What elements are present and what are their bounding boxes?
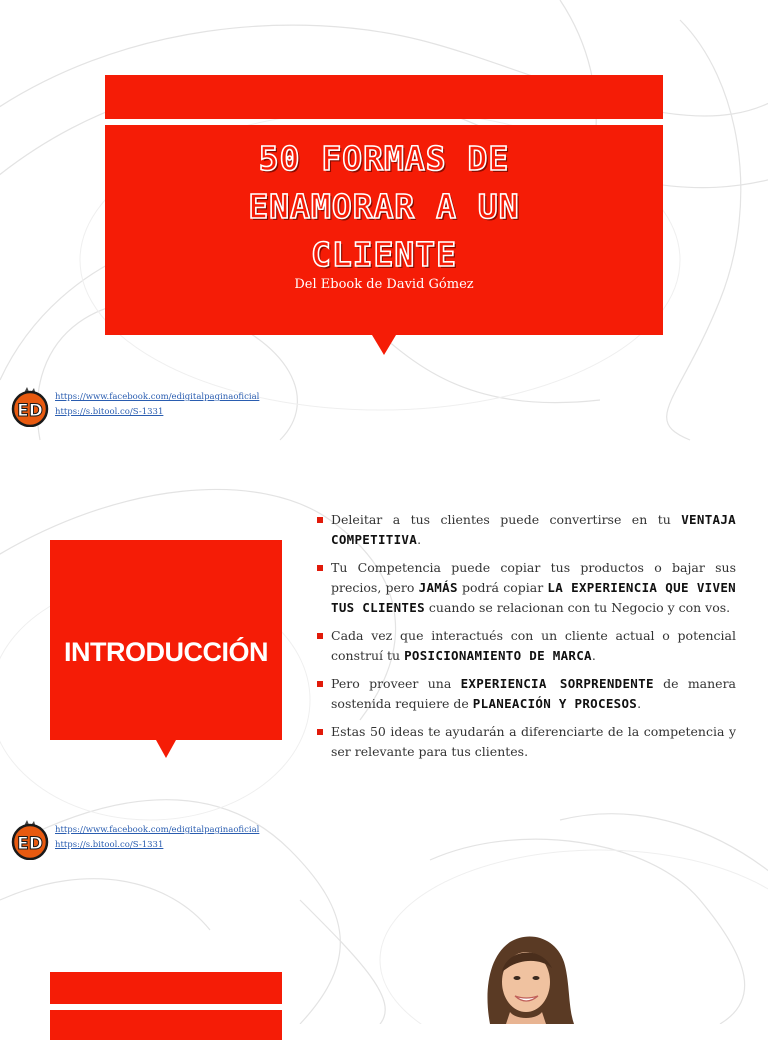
bullet-text: podrá copiar [457, 580, 548, 595]
bullet-text: . [637, 696, 642, 711]
title-top-strip [105, 75, 663, 119]
title-line: ENAMORAR A UN [248, 187, 520, 226]
bullet-text: cuando se relacionan con tu Negocio y con vos. [424, 600, 731, 615]
facebook-link[interactable]: https://www.facebook.com/edigitalpaginaoficial [55, 392, 260, 402]
logo-text: ED [17, 834, 43, 854]
bullet-emphasis: LA EXPERIENCIA QUE VIVEN TUS CLIENTES [331, 580, 736, 615]
bullet-text: Pero proveer una [331, 676, 461, 691]
square-bullet-icon [317, 633, 323, 639]
bullet-text: Estas 50 ideas te ayudarán a diferenciarte de la competencia y ser relevante para tus clientes. [331, 724, 736, 759]
bitool-link[interactable]: https://s.bitool.co/S-1331 [55, 407, 164, 417]
slide-title [0, 0, 768, 440]
ed-logo-icon [10, 820, 50, 860]
title-line: CLIENTE [310, 235, 458, 274]
title-pointer-arrow [372, 335, 396, 355]
bullet-text: Cada vez que interactués con un cliente actual o potencial construí tu [331, 628, 736, 663]
bullet-emphasis: JAMÁS [418, 580, 458, 595]
bullet-item [316, 674, 736, 714]
bullet-text: de manera sostenida requiere de [331, 676, 737, 711]
footer-links [55, 823, 259, 853]
square-bullet-icon [317, 517, 323, 523]
title-box [105, 125, 663, 335]
next-slide-box [50, 1010, 282, 1040]
bullet-text: Tu Competencia puede copiar tus productos o bajar sus precios, pero [331, 560, 736, 595]
footer-links [55, 390, 259, 420]
smiling-woman-photo [470, 932, 580, 1024]
bullet-item [316, 510, 736, 550]
bullet-emphasis: VENTAJA COMPETITIVA [331, 512, 736, 547]
facebook-link[interactable]: https://www.facebook.com/edigitalpaginaoficial [55, 825, 260, 835]
slide-subtitle: Del Ebook de David Gómez [294, 277, 474, 292]
bullet-emphasis: POSICIONAMIENTO DE MARCA [404, 648, 592, 663]
slide-next-partial [0, 880, 768, 1024]
square-bullet-icon [317, 681, 323, 687]
slide-introduccion [0, 440, 768, 880]
bullet-item [316, 558, 736, 618]
bullet-emphasis: EXPERIENCIA SORPRENDENTE [460, 676, 654, 691]
bitool-link[interactable]: https://s.bitool.co/S-1331 [55, 840, 164, 850]
next-slide-strip [50, 972, 282, 1004]
intro-pointer-arrow [156, 740, 176, 758]
bullet-text: Deleitar a tus clientes puede convertirse en tu [331, 512, 682, 527]
bullet-item [316, 626, 736, 666]
bullet-item [316, 722, 736, 762]
intro-heading-box [50, 540, 282, 740]
bullet-text: . [417, 532, 422, 547]
intro-heading: INTRODUCCIÓN [64, 637, 268, 667]
square-bullet-icon [317, 565, 323, 571]
bullet-emphasis: PLANEACIÓN Y PROCESOS [472, 696, 638, 711]
logo-text: ED [17, 401, 43, 421]
intro-bullet-list [316, 510, 736, 770]
bullet-text: . [591, 648, 596, 663]
square-bullet-icon [317, 729, 323, 735]
title-line: 50 FORMAS DE [258, 139, 510, 178]
slide-title-text [105, 135, 663, 279]
ed-logo-icon [10, 387, 50, 427]
